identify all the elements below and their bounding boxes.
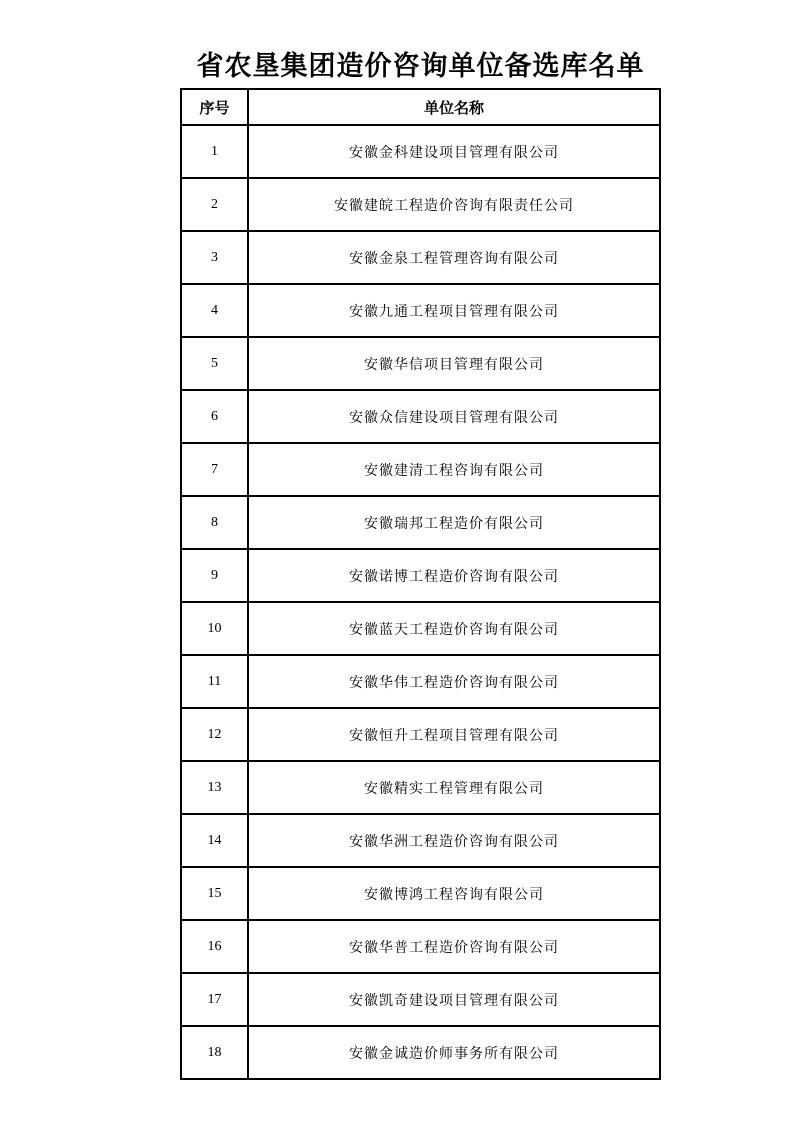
- unit-name-cell: 安徽九通工程项目管理有限公司: [248, 284, 660, 337]
- table-row: [181, 920, 660, 973]
- unit-name-cell: 安徽凯奇建设项目管理有限公司: [248, 973, 660, 1026]
- table-header: [181, 89, 660, 125]
- table-header-row: [181, 89, 660, 125]
- unit-name-cell: 安徽建清工程咨询有限公司: [248, 443, 660, 496]
- row-number-cell: 2: [181, 178, 248, 231]
- row-number-cell: 15: [181, 867, 248, 920]
- unit-name-cell: 安徽瑞邦工程造价有限公司: [248, 496, 660, 549]
- row-number-cell: 4: [181, 284, 248, 337]
- row-number-cell: 6: [181, 390, 248, 443]
- table-row: [181, 125, 660, 178]
- unit-name-cell: 安徽建皖工程造价咨询有限责任公司: [248, 178, 660, 231]
- table-row: [181, 655, 660, 708]
- unit-roster-table: [180, 88, 661, 1080]
- unit-name-cell: 安徽众信建设项目管理有限公司: [248, 390, 660, 443]
- unit-name-cell: 安徽金科建设项目管理有限公司: [248, 125, 660, 178]
- row-number-cell: 1: [181, 125, 248, 178]
- table-row: [181, 390, 660, 443]
- table-row: [181, 867, 660, 920]
- table-row: [181, 814, 660, 867]
- row-number-cell: 10: [181, 602, 248, 655]
- row-number-cell: 18: [181, 1026, 248, 1079]
- column-header-no: 序号: [181, 89, 248, 125]
- unit-name-cell: 安徽华信项目管理有限公司: [248, 337, 660, 390]
- column-header-name: 单位名称: [248, 89, 660, 125]
- table-row: [181, 973, 660, 1026]
- row-number-cell: 5: [181, 337, 248, 390]
- table-row: [181, 761, 660, 814]
- row-number-cell: 3: [181, 231, 248, 284]
- table-row: [181, 708, 660, 761]
- unit-name-cell: 安徽金泉工程管理咨询有限公司: [248, 231, 660, 284]
- table-row: [181, 231, 660, 284]
- table-row: [181, 602, 660, 655]
- page-title: 省农垦集团造价咨询单位备选库名单: [196, 51, 645, 81]
- unit-name-cell: 安徽蓝天工程造价咨询有限公司: [248, 602, 660, 655]
- row-number-cell: 9: [181, 549, 248, 602]
- row-number-cell: 7: [181, 443, 248, 496]
- table-row: [181, 443, 660, 496]
- unit-name-cell: 安徽精实工程管理有限公司: [248, 761, 660, 814]
- table-row: [181, 284, 660, 337]
- row-number-cell: 12: [181, 708, 248, 761]
- row-number-cell: 14: [181, 814, 248, 867]
- table-body: [181, 125, 660, 1079]
- table-row: [181, 337, 660, 390]
- table-row: [181, 549, 660, 602]
- unit-name-cell: 安徽华洲工程造价咨询有限公司: [248, 814, 660, 867]
- row-number-cell: 17: [181, 973, 248, 1026]
- row-number-cell: 16: [181, 920, 248, 973]
- row-number-cell: 13: [181, 761, 248, 814]
- unit-name-cell: 安徽博鸿工程咨询有限公司: [248, 867, 660, 920]
- table-row: [181, 1026, 660, 1079]
- unit-name-cell: 安徽金诚造价师事务所有限公司: [248, 1026, 660, 1079]
- row-number-cell: 8: [181, 496, 248, 549]
- row-number-cell: 11: [181, 655, 248, 708]
- unit-name-cell: 安徽华普工程造价咨询有限公司: [248, 920, 660, 973]
- unit-name-cell: 安徽诺博工程造价咨询有限公司: [248, 549, 660, 602]
- unit-name-cell: 安徽华伟工程造价咨询有限公司: [248, 655, 660, 708]
- unit-name-cell: 安徽恒升工程项目管理有限公司: [248, 708, 660, 761]
- document-content: [180, 50, 661, 1080]
- table-row: [181, 496, 660, 549]
- table-row: [181, 178, 660, 231]
